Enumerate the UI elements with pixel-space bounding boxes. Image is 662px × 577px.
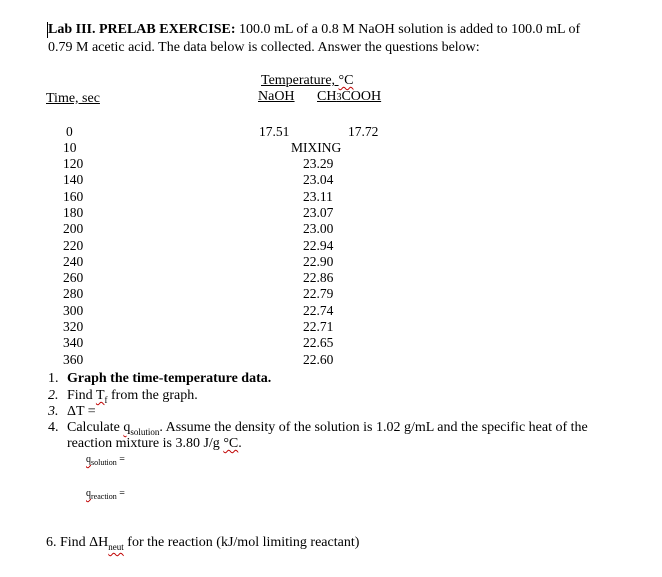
time-value: 10	[63, 140, 77, 155]
time-value: 280	[63, 286, 84, 301]
temp-value: 22.79	[303, 286, 334, 301]
temp-value: 23.07	[303, 205, 334, 220]
temp-value: 23.00	[303, 221, 334, 236]
q4-suffix: . Assume the density of the solution is 1.02 g/mL and the specific heat of the	[159, 420, 588, 435]
temp-value: 23.11	[303, 189, 333, 204]
qrxn-sub: reaction	[91, 492, 117, 501]
qsol-sub: solution	[91, 458, 117, 467]
question-4-line-2	[67, 436, 242, 452]
q6-sub: neut	[108, 541, 124, 552]
question-2-number: 2.	[48, 388, 59, 403]
time-value: 220	[63, 238, 84, 253]
column-header-acid	[317, 89, 381, 106]
time-value: 0	[66, 124, 73, 139]
question-3-number: 3.	[48, 404, 59, 419]
q6-prefix: 6. Find ΔH	[46, 535, 109, 550]
time-value: 360	[63, 352, 84, 367]
temp-value: 23.04	[303, 172, 334, 187]
q4-line2-prefix: reaction mixture is 3.80 J/g	[67, 436, 224, 451]
temp-value: 22.94	[303, 238, 334, 253]
mixing-label: MIXING	[291, 140, 342, 155]
temperature-unit: °C	[338, 73, 354, 88]
q4-qsolution	[123, 420, 159, 435]
time-value: 180	[63, 205, 84, 220]
question-6	[46, 535, 359, 555]
qrxn-q: q	[86, 488, 91, 499]
time-value: 340	[63, 335, 84, 350]
q6-suffix: for the reaction (kJ/mol limiting reactant)	[123, 535, 360, 550]
naoh-label: NaOH	[258, 89, 295, 104]
temp-value: 22.90	[303, 254, 334, 269]
time-value: 300	[63, 303, 84, 318]
question-3: ΔT =	[67, 404, 96, 419]
q2-suffix: from the graph.	[107, 388, 198, 403]
intro-line-1	[48, 22, 580, 38]
q4-line2-suffix: .	[238, 436, 242, 451]
temp-value: 23.29	[303, 156, 334, 171]
time-header: Time, sec	[46, 91, 100, 106]
qrxn-colon: =	[116, 488, 125, 499]
question-1: Graph the time-temperature data.	[67, 371, 272, 386]
temp-value: 22.65	[303, 335, 334, 350]
intro-title: Lab III. PRELAB EXERCISE:	[48, 22, 236, 37]
temp-value: 22.71	[303, 319, 334, 334]
temp-value: 22.86	[303, 270, 334, 285]
q4-q-sub: solution	[130, 426, 160, 437]
intro-text-1: 100.0 mL of a 0.8 M NaOH solution is added to 100.0 mL of	[235, 22, 581, 37]
question-1-number: 1.	[48, 371, 59, 386]
question-4-number: 4.	[48, 420, 59, 435]
initial-temp-acid: 17.72	[348, 124, 379, 139]
temp-value: 22.74	[303, 303, 334, 318]
time-value: 120	[63, 156, 84, 171]
q4-q: q	[123, 420, 131, 435]
acid-label-a: CH	[317, 89, 337, 104]
initial-temp-naoh: 17.51	[259, 124, 290, 139]
temp-value: 22.60	[303, 352, 334, 367]
time-value: 160	[63, 189, 84, 204]
q2-prefix: Find	[67, 388, 96, 403]
temperature-header-text: Temperature,	[261, 73, 339, 88]
time-value: 240	[63, 254, 84, 269]
q2-t-sub: f	[104, 394, 108, 405]
q-reaction-line	[86, 488, 125, 503]
q4-prefix: Calculate	[67, 420, 124, 435]
q4-unit: °C	[223, 436, 239, 451]
time-value: 320	[63, 319, 84, 334]
temperature-header	[261, 73, 353, 89]
time-value: 200	[63, 221, 84, 236]
acid-label-b: COOH	[341, 89, 382, 104]
qsol-colon: =	[116, 454, 125, 465]
q-solution-line	[86, 454, 125, 469]
time-value: 140	[63, 172, 84, 187]
acid-label-sub: 3	[336, 92, 342, 103]
q2-t: T	[95, 388, 105, 403]
time-value: 260	[63, 270, 84, 285]
qsol-q: q	[86, 454, 91, 465]
column-header-naoh	[258, 89, 295, 105]
q2-tf	[96, 388, 108, 403]
intro-line-2: 0.79 M acetic acid. The data below is collected. Answer the questions below:	[48, 40, 480, 55]
